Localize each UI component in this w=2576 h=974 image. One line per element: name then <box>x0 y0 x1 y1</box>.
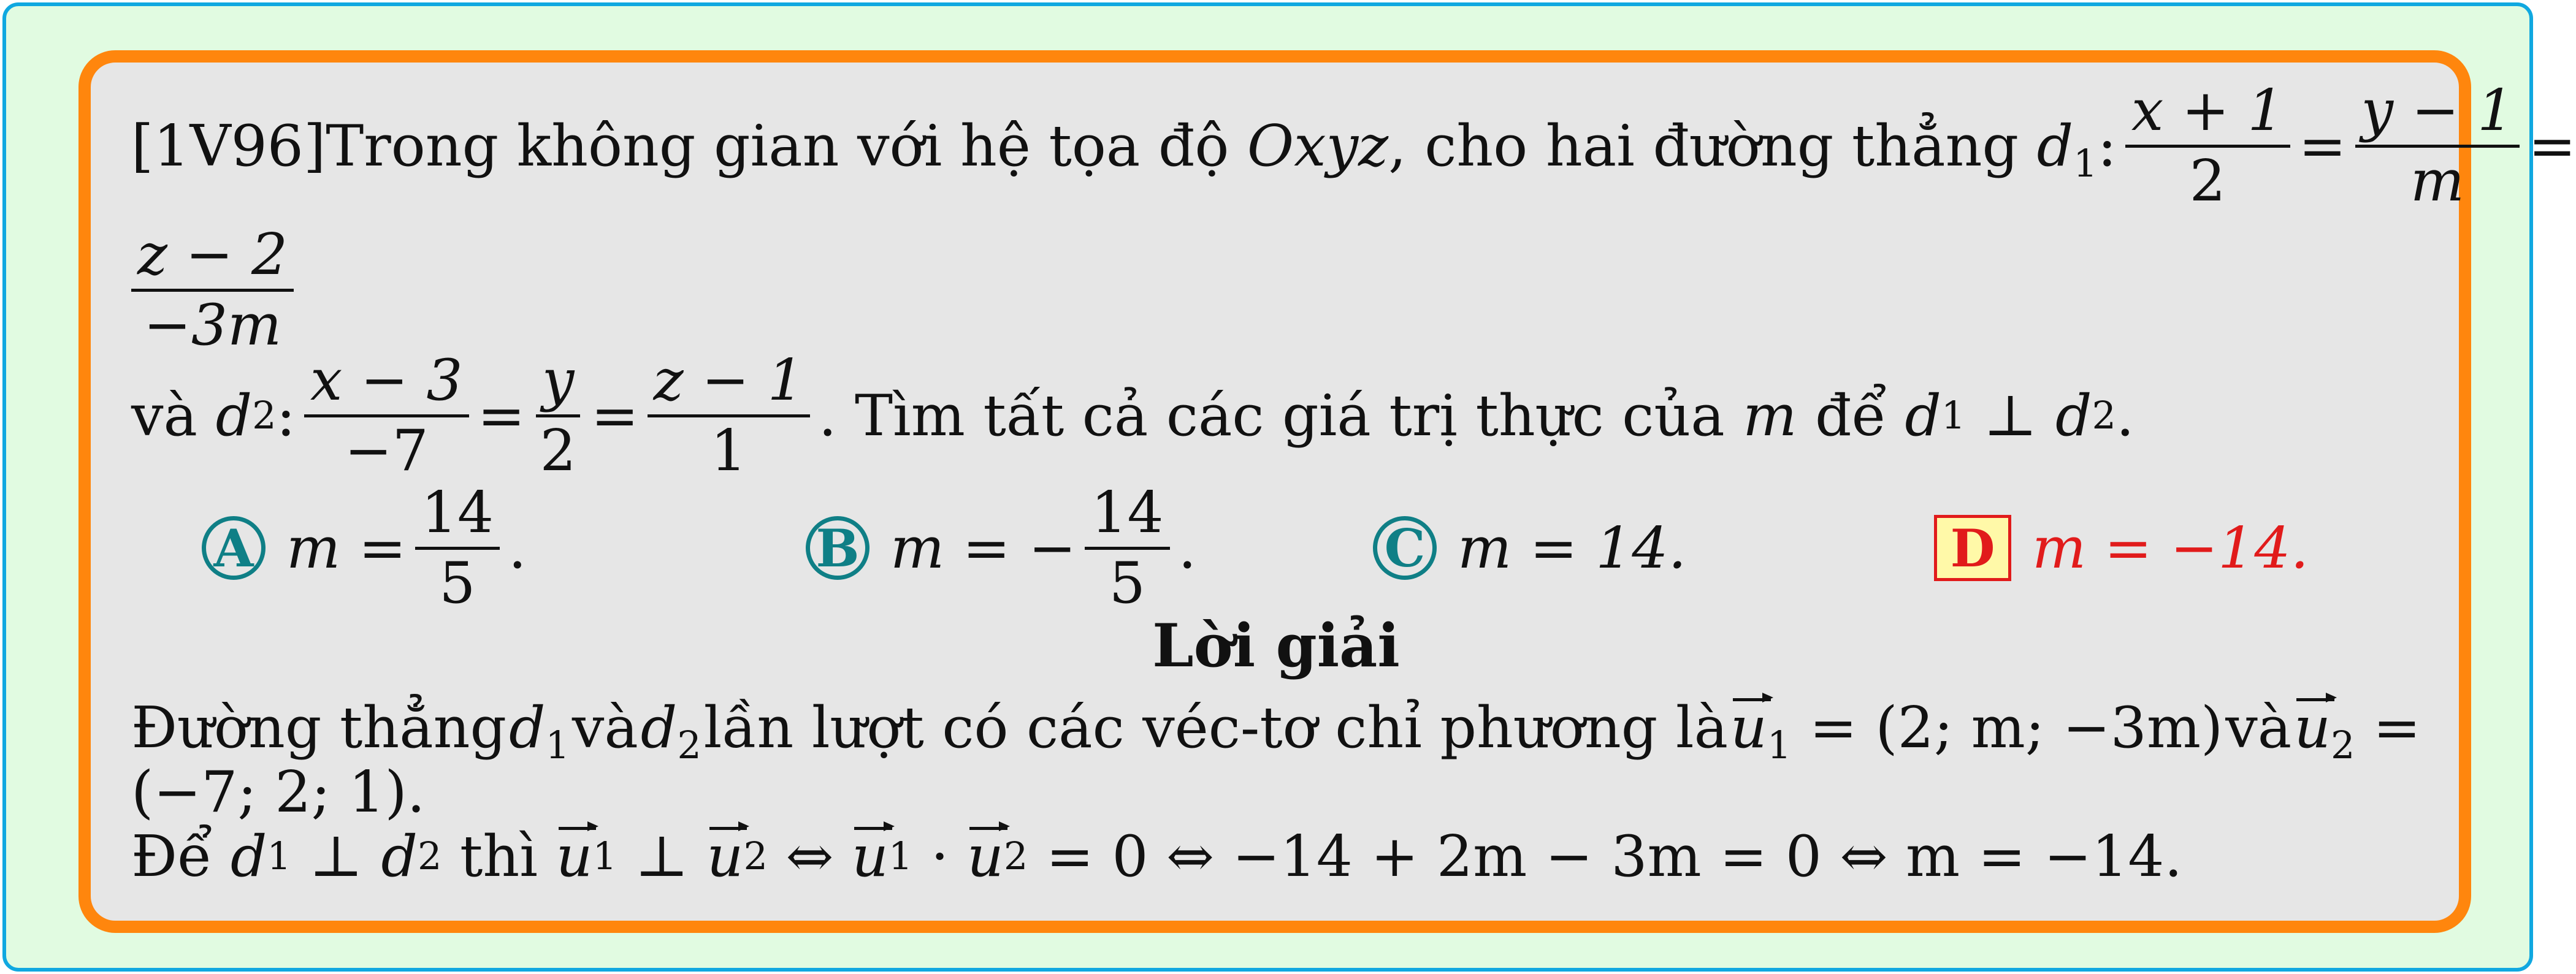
question-text: . Tìm tất cả các giá trị thực của <box>818 382 1725 449</box>
solution-title: Lời giải <box>1152 611 1400 680</box>
correct-answer-text: m = −14. <box>2032 515 2309 581</box>
and-word: và <box>131 382 197 449</box>
choice-c-marker: C <box>1373 516 1437 580</box>
problem-line-3: và d 2 : $\frac{x - 3}{-7}$ = $\frac{y}{2}$ = $\frac{z - 1}{1}$ . Tìm tất cả các giá trị thực của m để d 1 ⊥ d 2 . <box>131 346 2135 484</box>
problem-intro: Trong không gian với hệ tọa độ <box>326 113 1229 179</box>
option-b[interactable]: B m = − $\frac{14}{5}$ . <box>806 481 1196 615</box>
choice-d-marker: D <box>1934 515 2011 581</box>
solution-line-1: Đường thẳng $d_1$ và $d_2$ lần lượt có các véc-tơ chỉ phương là $u_1 = (2$; m; −3m) và $u_2$ = <box>131 694 2421 767</box>
vector-u1: u <box>1730 694 1767 761</box>
problem-code: [1V96] <box>131 113 326 179</box>
vector-u2: u <box>2294 694 2331 761</box>
equals-sign: = <box>2298 113 2347 179</box>
problem-intro-2: , cho hai đường thẳng <box>1388 113 2019 179</box>
coordinate-system: Oxyz <box>1247 113 1389 179</box>
problem-line-1 <box>131 77 2576 214</box>
d2-fraction-z: $\frac{z - 1}{1}$ <box>648 351 810 481</box>
choice-b-marker: B <box>806 516 869 580</box>
d1-fraction-y: $\frac{y - 1}{m}$ <box>2355 81 2520 211</box>
option-d-correct[interactable] <box>1934 481 2309 615</box>
d1-label: d <box>2036 113 2074 179</box>
d2-label: d <box>215 382 253 449</box>
d1-fraction-x: $\frac{x + 1}{2}$ <box>2125 81 2290 211</box>
option-c[interactable]: C m = 14. <box>1373 481 1686 615</box>
d2-fraction-x: $\frac{x - 3}{-7}$ <box>304 351 469 481</box>
solution-line-3: Để d 1 ⊥ d 2 thì u 1 ⊥ u 2 ⇔ u 1 · u 2 = 0 ⇔ −14 + 2m − 3m = 0 ⇔ m = −14. <box>131 823 2183 889</box>
d1-sub: 1 <box>2073 141 2098 186</box>
problem-card <box>78 50 2576 933</box>
equals-sign: = <box>2528 113 2576 179</box>
d2-fraction-y: $\frac{y}{2}$ <box>534 351 583 481</box>
option-a[interactable]: A m = $\frac{14}{5}$ . <box>202 481 527 615</box>
d1-colon: : <box>2097 113 2117 179</box>
problem-line-2 <box>131 219 302 360</box>
solution-line-2: (−7; 2; 1). <box>131 759 426 825</box>
choice-a-marker: A <box>202 516 266 580</box>
d1-fraction-z: $\frac{z - 2}{-3m}$ <box>131 225 294 355</box>
